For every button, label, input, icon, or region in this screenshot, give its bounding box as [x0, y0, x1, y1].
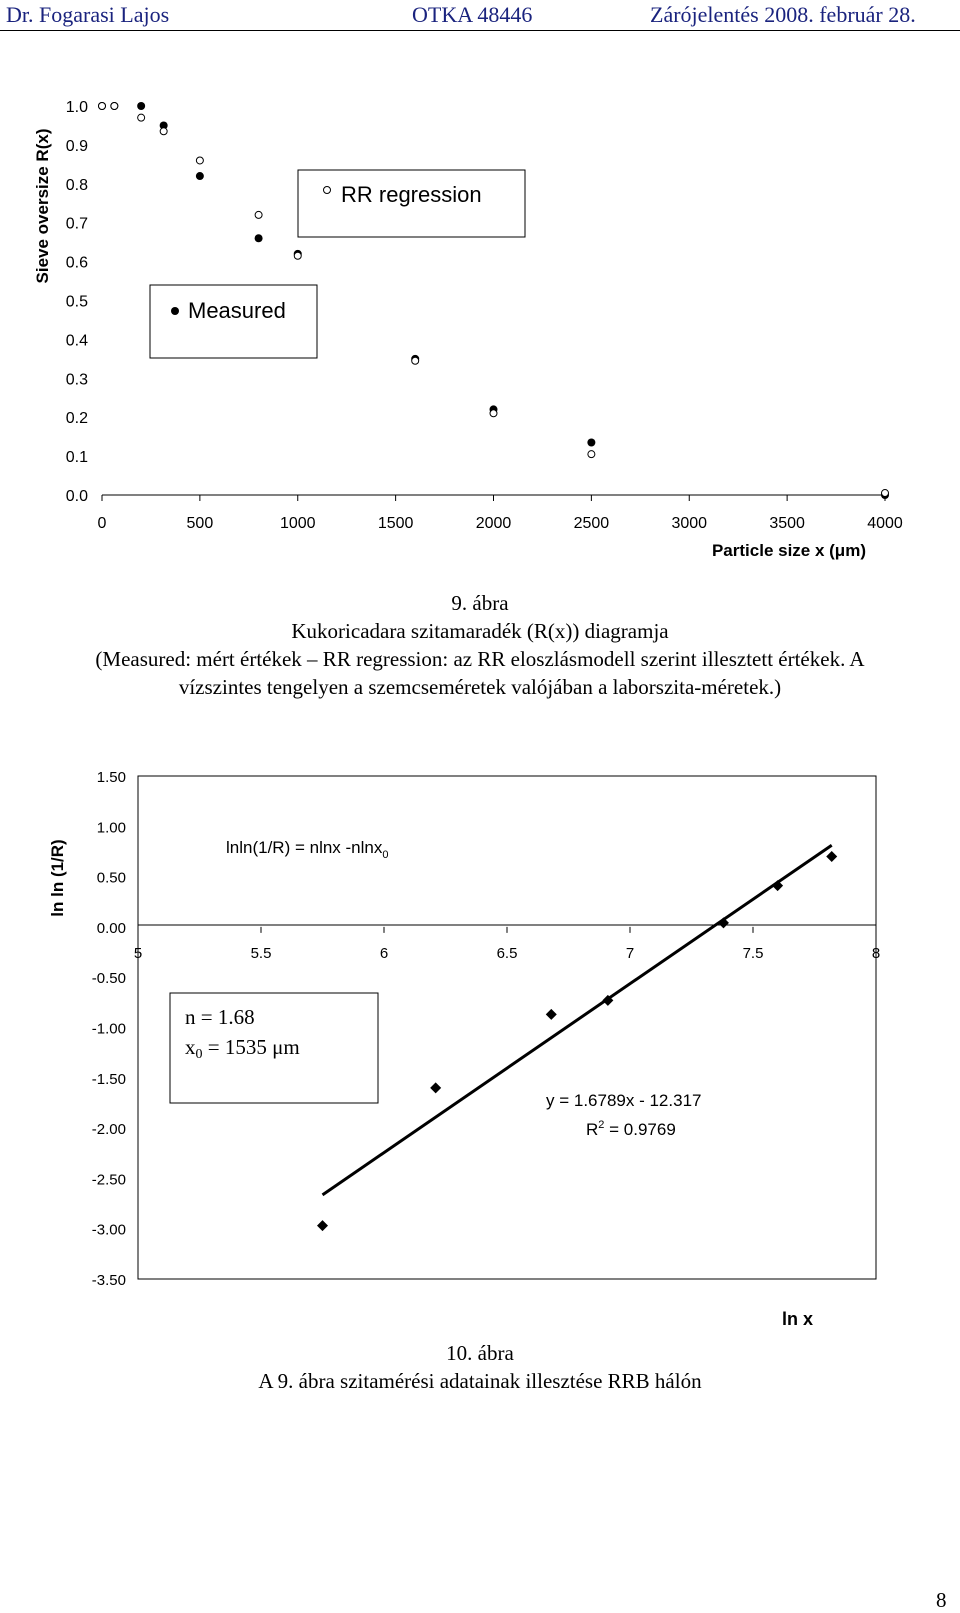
measured-point — [196, 172, 204, 180]
rr-regression-point — [111, 103, 118, 110]
y-tick-label: -3.00 — [91, 1221, 126, 1239]
x-axis-label: Particle size x (μm) — [711, 541, 866, 560]
y-axis-label: Sieve oversize R(x) — [33, 128, 52, 284]
rr-regression-point — [294, 252, 301, 259]
x-tick-label: 500 — [186, 515, 214, 532]
figure-10-line-1: A 9. ábra szitamérési adatainak illesztése RRB hálón — [258, 1369, 702, 1393]
regression-equation: y = 1.6789x - 12.317 — [546, 1091, 702, 1110]
figure-10-caption — [0, 1339, 960, 1395]
figure-9-line-1: Kukoricadara szitamaradék (R(x)) diagramja — [291, 619, 669, 643]
legend-label-measured: Measured — [188, 298, 286, 323]
data-points — [317, 851, 837, 1231]
y-tick-label: 0.2 — [65, 410, 88, 428]
x-tick-label: 3000 — [671, 515, 708, 532]
param-n: n = 1.68 — [185, 1005, 255, 1029]
rr-regression-point — [588, 451, 595, 458]
rr-regression-point — [160, 128, 167, 135]
figure-9-title: 9. ábra — [451, 591, 509, 615]
x-tick-label: 5.5 — [250, 944, 272, 962]
rr-regression-point — [138, 114, 145, 121]
y-axis-label: ln ln (1/R) — [48, 839, 67, 917]
y-tick-label: 0.6 — [65, 254, 88, 272]
data-point — [718, 917, 729, 928]
y-tick-label: 0.0 — [65, 488, 88, 505]
x-tick-label: 6.5 — [496, 944, 518, 962]
data-point — [546, 1009, 557, 1020]
data-point — [317, 1220, 328, 1231]
rr-regression-point — [412, 357, 419, 364]
x-tick-label: 7.5 — [742, 944, 764, 962]
rr-regression-point — [882, 490, 889, 497]
y-tick-label: -3.50 — [91, 1272, 126, 1289]
rr-regression-point — [255, 211, 262, 218]
param-x0: x0 = 1535 μm — [185, 1035, 300, 1062]
header-project: OTKA 48446 — [412, 2, 533, 27]
y-tick-label: 0.1 — [65, 449, 88, 467]
x-tick-label: 1000 — [279, 515, 316, 532]
y-tick-label: 0.5 — [65, 293, 88, 311]
figure-9-line-3: vízszintes tengelyen a szemcseméretek valójában a laborszita-méretek.) — [178, 675, 782, 699]
x-tick-label: 1500 — [377, 515, 414, 532]
x-tick-label: 2500 — [573, 515, 610, 532]
rrb-plot-chart — [0, 740, 960, 1340]
rr-regression-point — [99, 103, 106, 110]
r-squared: $R^2 = 0.9769$ — [586, 1119, 676, 1139]
x-tick-label: 2000 — [475, 515, 512, 532]
y-tick-label: -0.50 — [91, 970, 126, 988]
figure-9-line-2: (Measured: mért értékek – RR regression: az RR eloszlásmodell szerint illesztett értékek. A — [95, 647, 865, 671]
y-tick-label: 1.0 — [65, 99, 88, 116]
measured-point — [255, 234, 263, 242]
measured-point — [587, 438, 595, 446]
x-axis-label: ln x — [782, 1309, 814, 1329]
y-tick-label: -1.50 — [91, 1070, 126, 1088]
y-tick-label: 0.4 — [65, 332, 88, 350]
y-tick-label: 1.00 — [96, 819, 126, 837]
x-tick-label: 4000 — [867, 515, 903, 532]
x-tick-label: 3500 — [769, 515, 805, 532]
formula-label: lnln(1/R) = nlnx -nlnx$_0$ — [226, 838, 389, 861]
legend-marker-rr — [324, 187, 331, 194]
rr-regression-point — [490, 410, 497, 417]
y-tick-label: -2.00 — [91, 1121, 126, 1139]
y-tick-label: -1.00 — [91, 1020, 126, 1038]
x-tick-labels — [134, 945, 880, 962]
x-tick-marks — [138, 927, 876, 933]
data-point — [430, 1082, 441, 1093]
y-tick-label: -2.50 — [91, 1171, 126, 1189]
x-tick-label: 0 — [97, 515, 107, 532]
figure-10-title: 10. ábra — [446, 1341, 514, 1365]
y-tick-label: 0.9 — [65, 137, 88, 155]
x-tick-label: 7 — [625, 944, 635, 962]
y-tick-labels — [66, 99, 88, 505]
y-tick-label: 0.50 — [96, 869, 126, 887]
data-point — [772, 880, 783, 891]
measured-point — [137, 102, 145, 110]
y-tick-label: 0.00 — [96, 919, 126, 937]
legend-marker-measured — [171, 307, 179, 315]
header-report: Zárójelentés 2008. február 28. — [650, 2, 916, 27]
x-tick-label: 6 — [379, 944, 389, 962]
x-tick-labels — [98, 515, 903, 532]
y-tick-label: 0.3 — [65, 371, 88, 389]
page-number: 8 — [936, 1588, 947, 1612]
rr-regression-point — [196, 157, 203, 164]
data-point — [826, 851, 837, 862]
y-tick-label: 0.8 — [65, 176, 88, 194]
x-tick-label: 8 — [871, 944, 881, 962]
figure-9-caption — [0, 589, 960, 701]
legend-label-rr: RR regression — [341, 182, 482, 207]
y-tick-label: 0.7 — [65, 215, 88, 233]
header-author: Dr. Fogarasi Lajos — [6, 2, 170, 27]
y-tick-label: 1.50 — [96, 769, 126, 786]
trendline — [323, 845, 832, 1195]
x-tick-label: 5 — [133, 944, 143, 962]
x-tick-marks — [102, 495, 885, 501]
sieve-oversize-chart — [0, 0, 960, 580]
y-tick-labels — [92, 769, 126, 1289]
